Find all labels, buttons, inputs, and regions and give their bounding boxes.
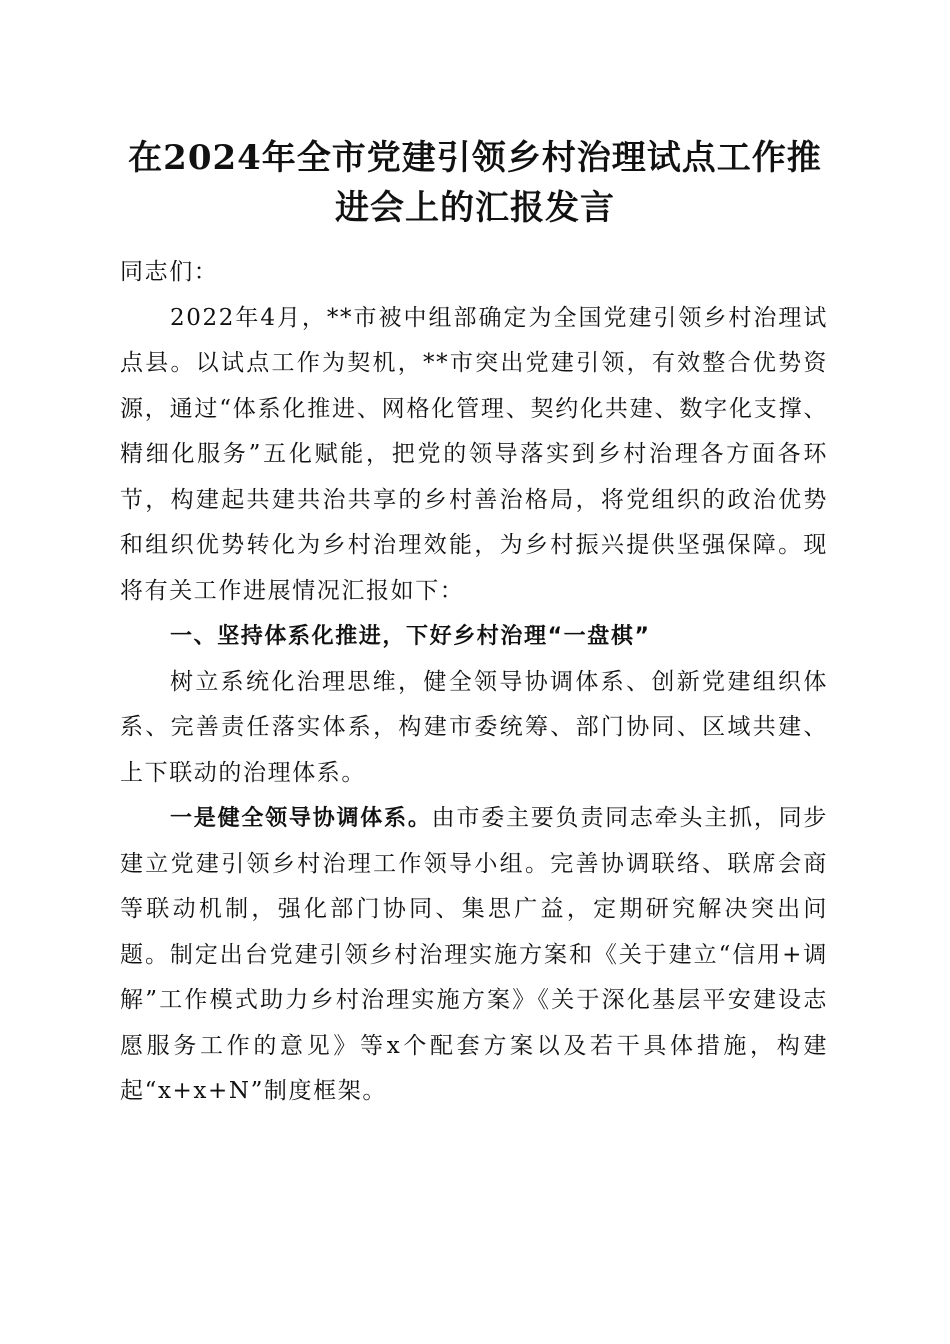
title-line-2: 进会上的汇报发言 bbox=[335, 188, 615, 228]
document-body bbox=[120, 250, 828, 1115]
salutation: 同志们： bbox=[120, 259, 219, 285]
document-title bbox=[110, 133, 840, 233]
point-1-body: 由市委主要负责同志牵头主抓，同步建立党建引领乡村治理工作领导小组。完善协调联络、联席会商等联动机制，强化部门协同、集思广益，定期研究解决突出问题。制定出台党建引领乡村治理实施方案和《关于建立“信用+调解”工作模式助力乡村治理实施方案》《关于深化基层平安建设志愿服务工作的意见》等x个配套方案以及若干具体措施，构建起“x+x+N”制度框架。 bbox=[120, 805, 828, 1104]
title-line-1: 在2024年全市党建引领乡村治理试点工作推 bbox=[128, 138, 822, 178]
section-1-paragraph: 树立系统化治理思维，健全领导协调体系、创新党建组织体系、完善责任落实体系，构建市委统筹、部门协同、区域共建、上下联动的治理体系。 bbox=[120, 668, 828, 786]
section-heading-1: 一、坚持体系化推进，下好乡村治理“一盘棋” bbox=[170, 624, 651, 649]
intro-paragraph: 2022年4月，**市被中组部确定为全国党建引领乡村治理试点县。以试点工作为契机，**市突出党建引领，有效整合优势资源，通过“体系化推进、网格化管理、契约化共建、数字化支撑、精细化服务”五化赋能，把党的领导落实到乡村治理各方面各环节，构建起共建共治共享的乡村善治格局，将党组织的政治优势和组织优势转化为乡村治理效能，为乡村振兴提供坚强保障。现将有关工作进展情况汇报如下： bbox=[120, 304, 828, 604]
point-1-paragraph bbox=[120, 796, 828, 1115]
point-1-lead: 一是健全领导协调体系。 bbox=[170, 806, 432, 831]
